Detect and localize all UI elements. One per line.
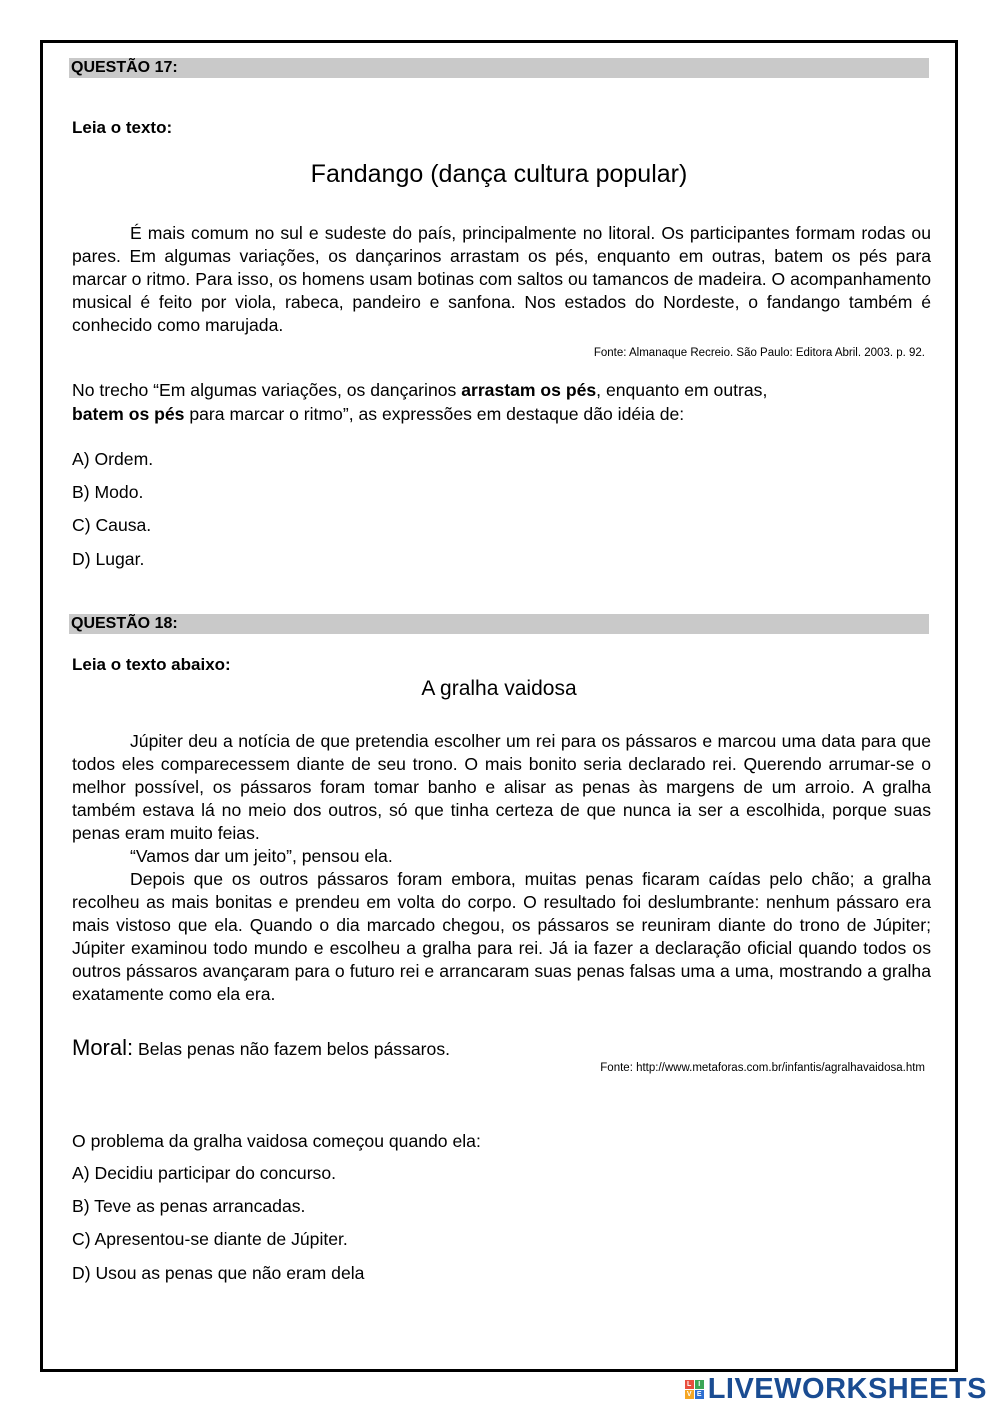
question-17-header: QUESTÃO 17: (69, 58, 929, 78)
question-17-passage (72, 222, 931, 337)
question-18-option-c[interactable]: C) Apresentou-se diante de Júpiter. (72, 1229, 348, 1249)
question-18-option-d[interactable]: D) Usou as penas que não eram dela (72, 1263, 365, 1283)
question-18-option-b[interactable]: B) Teve as penas arrancadas. (72, 1196, 306, 1216)
question-17-option-a[interactable]: A) Ordem. (72, 449, 154, 469)
question-17-option-d[interactable]: D) Lugar. (72, 549, 145, 569)
badge-letter: I (695, 1380, 704, 1389)
question-17-option-c[interactable]: C) Causa. (72, 515, 152, 535)
prompt-text: para marcar o ritmo”, as expressões em destaque dão idéia de: (184, 404, 685, 424)
question-18-paragraph: “Vamos dar um jeito”, pensou ela. (130, 846, 393, 866)
question-17-prompt (72, 378, 932, 426)
question-17-text-title: Fandango (dança cultura popular) (310, 160, 688, 188)
question-17-option-b[interactable]: B) Modo. (72, 482, 144, 502)
moral-label: Moral: (72, 1035, 134, 1060)
question-17-lead: Leia o texto: (72, 118, 173, 137)
question-18-lead: Leia o texto abaixo: (72, 655, 231, 674)
prompt-highlight: batem os pés (72, 404, 185, 424)
question-18-source: Fonte: http://www.metaforas.com.br/infantis/agralhavaidosa.htm (600, 1062, 925, 1074)
badge-letter: L (685, 1380, 694, 1389)
question-18-paragraph: Depois que os outros pássaros foram embora, muitas penas ficaram caídas pelo chão; a gralha recolheu as mais bonitas e prendeu em volta do corpo. O resultado foi deslumbrante: nenhum pássaro era mais vistoso que ela. Quando o dia marcado chegou, os pássaros se reuniram diante do trono de Júpiter; Júpiter examinou todo mundo e escolheu a gralha para rei. Já ia fazer a declaração oficial quando todos os outros pássaros avançaram para o futuro rei e arrancaram suas penas falsas uma a uma, mostrando a gralha exatamente como ela era. (72, 869, 931, 1004)
question-18-prompt: O problema da gralha vaidosa começou quando ela: (72, 1131, 481, 1151)
badge-letter: V (685, 1390, 694, 1399)
question-17-paragraph: É mais comum no sul e sudeste do país, principalmente no litoral. Os participantes formam rodas ou pares. Em algumas variações, os dançarinos arrastam os pés, enquanto em outras, batem os pés para marcar o ritmo. Para isso, os homens usam botinas com saltos ou tamancos de madeira. O acompanhamento musical é feito por viola, rabeca, pandeiro e sanfona. Nos estados do Nordeste, o fandango também é conhecido como marujada. (72, 223, 931, 335)
question-17-source: Fonte: Almanaque Recreio. São Paulo: Editora Abril. 2003. p. 92. (593, 347, 925, 359)
badge-letter: E (695, 1390, 704, 1399)
prompt-text: , enquanto em outras, (596, 380, 768, 400)
question-18-text-title: A gralha vaidosa (421, 677, 577, 700)
moral-text: Belas penas não fazem belos pássaros. (133, 1039, 451, 1059)
prompt-highlight: arrastam os pés (461, 380, 597, 400)
liveworksheets-brand: LIVEWORKSHEETS (707, 1372, 987, 1405)
question-18-header: QUESTÃO 18: (69, 614, 929, 634)
question-18-passage (72, 730, 931, 1006)
question-18-option-a[interactable]: A) Decidiu participar do concurso. (72, 1163, 337, 1183)
question-18-moral (72, 1035, 450, 1061)
liveworksheets-logo[interactable] (685, 1374, 987, 1404)
question-18-paragraph: Júpiter deu a notícia de que pretendia escolher um rei para os pássaros e marcou uma data para que todos eles comparecessem diante de seu trono. O mais bonito seria declarado rei. Querendo arrumar-se o melhor possível, os pássaros foram tomar banho e alisar as penas às margens de um arroio. A gralha também estava lá no meio dos outros, só que tinha certeza de que nunca ia ser a escolhida, porque suas penas eram muito feias. (72, 731, 931, 843)
prompt-text: No trecho “Em algumas variações, os dançarinos (72, 380, 462, 400)
liveworksheets-badge-icon (685, 1380, 704, 1399)
